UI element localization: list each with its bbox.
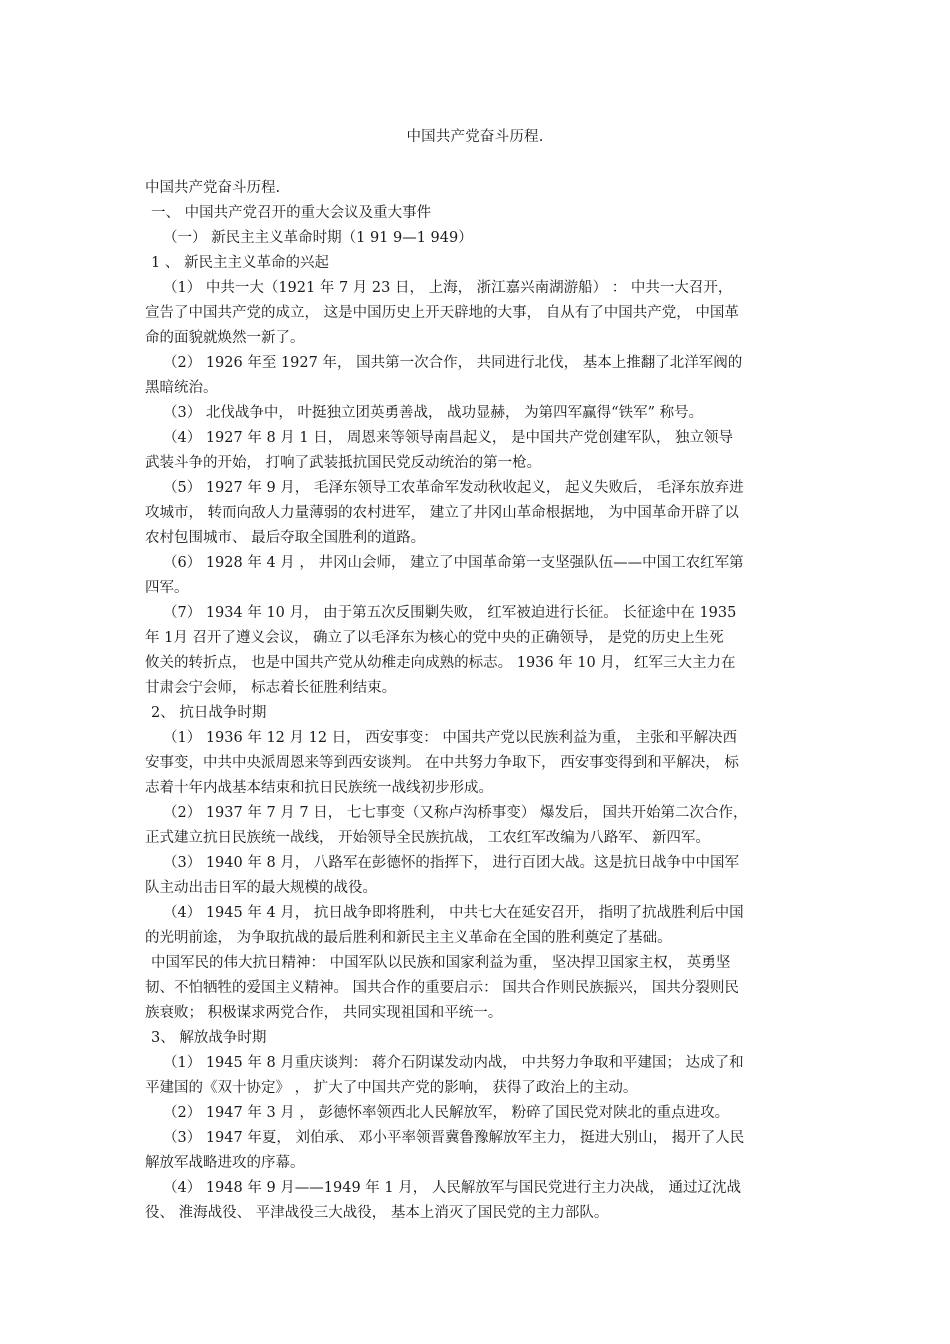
- text-line: （5） 1927 年 9 月， 毛泽东领导工农革命军发动秋收起义， 起义失败后， 毛泽东放弃进: [163, 480, 744, 496]
- text-line: 甘肃会宁会师， 标志着长征胜利结束。: [145, 680, 397, 696]
- text-line: 中国共产党奋斗历程.: [145, 180, 281, 196]
- text-line: 中国军民的伟大抗日精神： 中国军队以民族和国家利益为重， 坚决捍卫国家主权， 英勇坚: [151, 955, 731, 971]
- text-line: 队主动出击日军的最大规模的战役。: [145, 880, 377, 896]
- text-line: （2） 1947 年 3 月 ， 彭德怀率领西北人民解放军， 粉碎了国民党对陕北的重点进攻。: [163, 1105, 730, 1121]
- text-line: （4） 1948 年 9 月——1949 年 1 月， 人民解放军与国民党进行主力决战， 通过辽沈战: [163, 1180, 741, 1196]
- text-line: （2） 1926 年至 1927 年， 国共第一次合作， 共同进行北伐， 基本上推翻了北洋军阀的: [163, 355, 743, 371]
- text-line: 3、 解放战争时期: [151, 1030, 267, 1046]
- text-line: （3） 1947 年夏， 刘伯承、 邓小平率领晋冀鲁豫解放军主力， 挺进大别山， 揭开了人民: [163, 1130, 745, 1146]
- text-line: 宣告了中国共产党的成立， 这是中国历史上开天辟地的大事， 自从有了中国共产党， 中国革: [145, 305, 739, 321]
- text-line: 2、 抗日战争时期: [151, 705, 267, 721]
- text-line: 平建国的《双十协定》 ， 扩大了中国共产党的影响， 获得了政治上的主动。: [145, 1080, 638, 1096]
- text-line: 的光明前途， 为争取抗战的最后胜利和新民主主义革命在全国的胜利奠定了基础。: [145, 930, 672, 946]
- text-line: 命的面貌就焕然一新了。: [145, 330, 305, 346]
- text-line: （1） 中共一大（1921 年 7 月 23 日， 上海， 浙江嘉兴南湖游船） ： 中共一大召开，: [163, 280, 733, 296]
- text-line: （7） 1934 年 10 月， 由于第五次反围剿失败， 红军被迫进行长征。 长征途中在 1935: [163, 605, 737, 621]
- text-line: 1 、 新民主主义革命的兴起: [151, 255, 329, 271]
- document-body: [145, 176, 809, 1226]
- text-line: 安事变，中共中央派周恩来等到西安谈判。 在中共努力争取下， 西安事变得到和平解决， 标: [145, 755, 739, 771]
- text-line: 武装斗争的开始， 打响了武装抵抗国民党反动统治的第一枪。: [145, 455, 542, 471]
- text-line: 黑暗统治。: [145, 380, 218, 396]
- text-line: 年 1月 召开了遵义会议， 确立了以毛泽东为核心的党中央的正确领导， 是党的历史上生死: [145, 630, 724, 646]
- text-line: 志着十年内战基本结束和抗日民族统一战线初步形成。: [145, 780, 493, 796]
- text-line: （4） 1945 年 4 月， 抗日战争即将胜利， 中共七大在延安召开， 指明了抗战胜利后中国: [163, 905, 744, 921]
- text-line: 韧、不怕牺牲的爱国主义精神。 国共合作的重要启示： 国共合作则民族振兴， 国共分裂则民: [145, 980, 739, 996]
- text-line: 攻城市， 转而向敌人力量薄弱的农村进军， 建立了井冈山革命根据地， 为中国革命开辟了以: [145, 505, 739, 521]
- text-line: （2） 1937 年 7 月 7 日， 七七事变（又称卢沟桥事变） 爆发后， 国共开始第二次合作，: [163, 805, 748, 821]
- text-line: 攸关的转折点， 也是中国共产党从幼稚走向成熟的标志。 1936 年 10 月， 红军三大主力在: [145, 655, 736, 671]
- text-line: （一） 新民主主义革命时期（1 91 9—1 949）: [163, 230, 473, 246]
- text-line: 族衰败； 积极谋求两党合作， 共同实现祖国和平统一。: [145, 1005, 503, 1021]
- text-line: 正式建立抗日民族统一战线， 开始领导全民族抗战， 工农红军改编为八路军、 新四军。: [145, 830, 710, 846]
- text-line: 农村包围城市、 最后夺取全国胜利的道路。: [145, 530, 426, 546]
- text-line: （6） 1928 年 4 月 ， 井冈山会师， 建立了中国革命第一支坚强队伍——中国工农红军第: [163, 555, 744, 571]
- text-line: （1） 1936 年 12 月 12 日， 西安事变： 中国共产党以民族利益为重， 主张和平解决西: [163, 730, 738, 746]
- text-line: 一、 中国共产党召开的重大会议及重大事件: [151, 205, 432, 221]
- text-line: （3） 北伐战争中， 叶挺独立团英勇善战， 战功显赫， 为第四军赢得“铁军” 称号。: [163, 405, 704, 421]
- text-line: （1） 1945 年 8 月重庆谈判： 蒋介石阴谋发动内战， 中共努力争取和平建国； 达成了和: [163, 1055, 744, 1071]
- text-line: 解放军战略进攻的序幕。: [145, 1155, 305, 1171]
- text-line: 役、 淮海战役、 平津战役三大战役， 基本上消灭了国民党的主力部队。: [145, 1205, 609, 1221]
- document-title: 中国共产党奋斗历程.: [406, 129, 544, 145]
- text-line: （3） 1940 年 8 月， 八路军在彭德怀的指挥下， 进行百团大战。这是抗日战争中中国军: [163, 855, 740, 871]
- text-line: （4） 1927 年 8 月 1 日， 周恩来等领导南昌起义， 是中国共产党创建军队， 独立领导: [163, 430, 734, 446]
- text-line: 四军。: [145, 580, 189, 596]
